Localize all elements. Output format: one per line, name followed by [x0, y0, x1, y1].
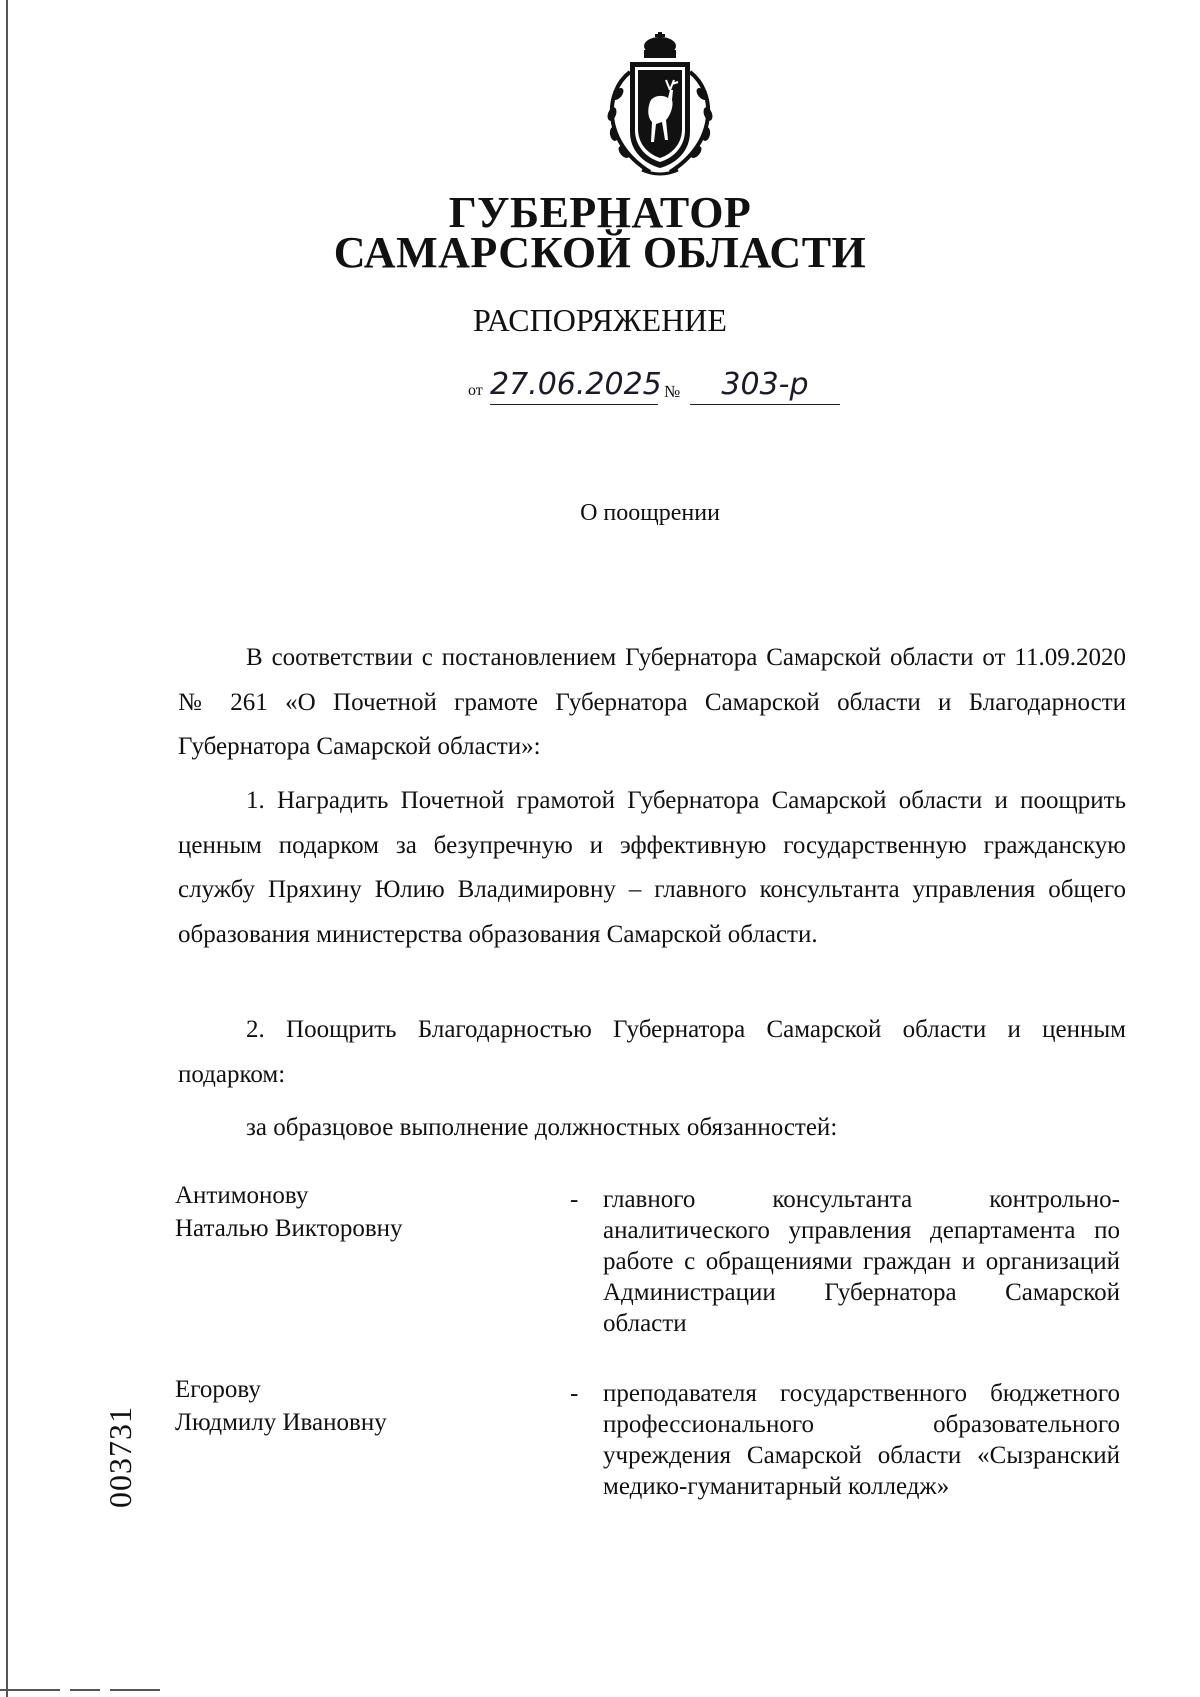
awardee-1-surname: Антимонову — [175, 1182, 309, 1209]
page-bottom-edge — [0, 1689, 160, 1691]
registration-number: 003731 — [102, 1406, 138, 1508]
awardee-2-position: преподавателя государственного бюджетного профессионального образовательного учреждения Самарской области «Сызранский медико-гуманитарный колледж» — [603, 1380, 1120, 1500]
document-type: РАСПОРЯЖЕНИЕ — [473, 302, 727, 338]
date-prefix: от — [468, 382, 483, 399]
awardee-1-position: главного консультанта контрольно-аналитического управления департамента по работе с обращениями граждан и организаций Администрации Губернатора Самарской области — [603, 1186, 1120, 1337]
item-2-paragraph: 2. Поощрить Благодарностью Губернатора Самарской области и ценным подарком: — [178, 1016, 1126, 1088]
awardee-2-given-names: Людмилу Ивановну — [175, 1409, 387, 1436]
preamble-paragraph: В соответствии с постановлением Губернатора Самарской области от 11.09.2020 № 261 «О Почетной грамоте Губернатора Самарской области и Благодарности Губернатора Самарской области»: — [178, 644, 1126, 760]
document-subject: О поощрении — [580, 500, 720, 526]
awardee-2-surname: Егорову — [175, 1376, 261, 1403]
number-value: 303-р — [690, 368, 840, 405]
item-1-paragraph: 1. Наградить Почетной грамотой Губернатора Самарской области и поощрить ценным подарком за безупречную и эффективную государственную гражданскую службу Пряхину Юлию Владимировну – главного консультанта управления общего образования министерства образования Самарской области. — [178, 787, 1126, 948]
awardee-2-dash: - — [570, 1380, 579, 1407]
date-value: 27.06.2025 — [490, 368, 658, 405]
issuer-title-line2: САМАРСКОЙ ОБЛАСТИ — [333, 228, 867, 277]
coat-of-arms-icon — [590, 32, 730, 182]
number-prefix: № — [664, 382, 681, 401]
award-reason: за образцовое выполнение должностных обязанностей: — [246, 1114, 838, 1141]
awardee-1-given-names: Наталью Викторовну — [175, 1215, 403, 1242]
awardee-1-dash: - — [570, 1186, 579, 1213]
issuer-title-line1: ГУБЕРНАТОР — [448, 188, 752, 237]
